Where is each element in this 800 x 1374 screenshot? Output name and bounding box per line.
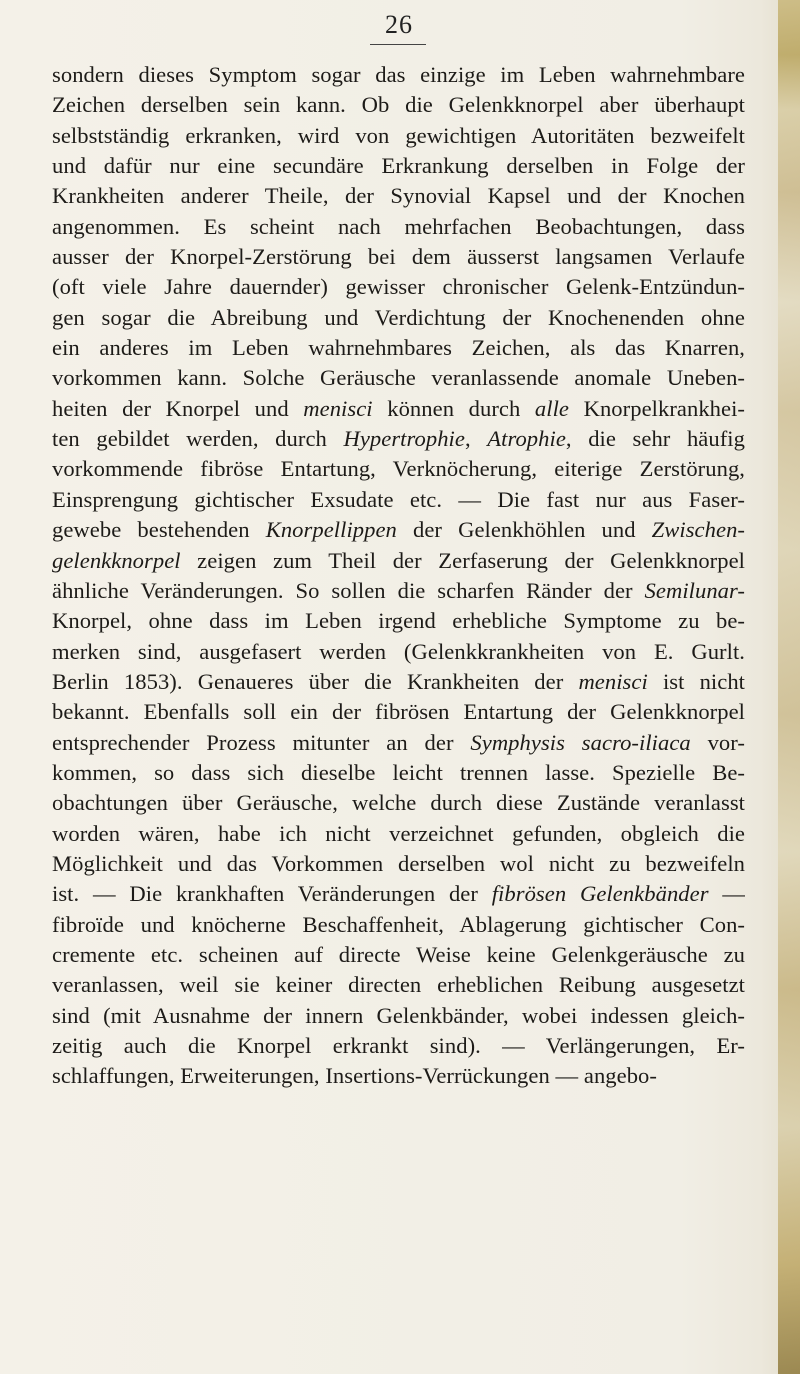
text-segment: Knorpelkrankhei- xyxy=(569,395,745,421)
text-line xyxy=(52,606,745,636)
text-line xyxy=(52,515,745,545)
text-line xyxy=(52,363,745,393)
text-line xyxy=(52,272,745,302)
text-segment: zeitig auch die Knorpel erkrankt sind). — Verlängerungen, Er- xyxy=(52,1033,745,1058)
text-segment: Knorpel, ohne dass im Leben irgend erhebliche Symptome zu be- xyxy=(52,608,745,634)
text-segment: selbstständig erkranken, wird von gewichtigen Autoritäten bezweifelt xyxy=(52,122,745,148)
text-segment: sondern dieses Symptom sogar das einzige im Leben wahrnehmbare xyxy=(52,62,745,87)
italic-term: fibrösen Gelenkbänder xyxy=(491,881,709,907)
text-segment: merken sind, ausgefasert werden (Gelenkkrankheiten von E. Gurlt. xyxy=(52,638,745,664)
text-segment: entsprechender Prozess mitunter an der xyxy=(52,729,471,755)
text-segment: vorkommende fibröse Entartung, Verknöcherung, eiterige Zerstörung, xyxy=(52,456,745,482)
text-line xyxy=(52,940,745,970)
body-text xyxy=(52,60,745,1092)
text-segment: der Gelenkhöhlen und xyxy=(396,517,652,543)
text-segment: cremente etc. scheinen auf directe Weise keine Gelenkgeräusche zu xyxy=(52,941,745,967)
italic-term: Atrophie xyxy=(487,426,566,452)
italic-term: gelenkknorpel xyxy=(52,547,181,573)
text-line xyxy=(52,637,745,667)
text-segment: schlaffungen, Erweiterungen, Insertions-Verrückungen — angebo- xyxy=(52,1063,657,1089)
text-line xyxy=(52,1031,745,1061)
text-segment: veranlassen, weil sie keiner directen erheblichen Reibung ausgesetzt xyxy=(52,972,745,998)
text-line xyxy=(52,242,745,272)
text-segment: sind (mit Ausnahme der innern Gelenkbänder, wobei indessen gleich- xyxy=(52,1002,745,1028)
italic-term: Hypertrophie xyxy=(343,426,465,452)
text-segment: ausser der Knorpel-Zerstörung bei dem äusserst langsamen Verlaufe xyxy=(52,244,745,270)
text-segment: — xyxy=(708,881,745,907)
text-line xyxy=(52,970,745,1000)
text-line xyxy=(52,879,745,909)
text-segment: Möglichkeit und das Vorkommen derselben wol nicht zu bezweifeln xyxy=(52,850,745,876)
text-line xyxy=(52,910,745,940)
text-segment: angenommen. Es scheint nach mehrfachen Beobachtungen, dass xyxy=(52,213,745,239)
text-segment: , die sehr häufig xyxy=(565,426,745,452)
text-line xyxy=(52,151,745,181)
text-line xyxy=(52,394,745,424)
text-line xyxy=(52,60,745,90)
text-segment: (oft viele Jahre dauernder) gewisser chronischer Gelenk-Entzündun- xyxy=(52,274,745,300)
text-segment: zeigen zum Theil der Zerfaserung der Gelenkknorpel xyxy=(180,547,745,573)
text-segment: heiten der Knorpel und xyxy=(52,395,304,421)
italic-term: Knorpellippen xyxy=(265,517,397,543)
text-segment: vorkommen kann. Solche Geräusche veranlassende anomale Uneben- xyxy=(52,365,745,391)
italic-term: Semilunar- xyxy=(644,577,745,603)
italic-term: Zwischen- xyxy=(651,517,745,543)
text-segment: können durch xyxy=(372,395,535,421)
text-segment: Berlin 1853). Genaueres über die Krankheiten der xyxy=(52,668,579,694)
text-line xyxy=(52,181,745,211)
text-segment: gewebe bestehenden xyxy=(52,517,266,543)
text-segment: Zeichen derselben sein kann. Ob die Gelenkknorpel aber überhaupt xyxy=(52,92,745,118)
text-line xyxy=(52,728,745,758)
text-segment: , xyxy=(464,426,488,452)
text-line xyxy=(52,90,745,120)
text-segment: vor- xyxy=(690,729,745,755)
page-number-underline xyxy=(370,44,426,45)
text-segment: kommen, so dass sich dieselbe leicht trennen lasse. Spezielle Be- xyxy=(52,759,745,785)
italic-term: alle xyxy=(534,395,569,421)
text-line xyxy=(52,1061,745,1091)
text-segment: ist. — Die krankhaften Veränderungen der xyxy=(52,881,492,907)
italic-term: menisci xyxy=(303,395,373,421)
text-segment: ist nicht xyxy=(647,668,745,694)
text-segment: ein anderes im Leben wahrnehmbares Zeichen, als das Knarren, xyxy=(52,335,745,361)
text-line xyxy=(52,454,745,484)
text-segment: bekannt. Ebenfalls soll ein der fibrösen Entartung der Gelenkknorpel xyxy=(52,699,745,725)
text-line xyxy=(52,212,745,242)
text-line xyxy=(52,485,745,515)
text-segment: und dafür nur eine secundäre Erkrankung derselben in Folge der xyxy=(52,153,745,179)
text-segment: Krankheiten anderer Theile, der Synovial Kapsel und der Knochen xyxy=(52,183,745,209)
text-line xyxy=(52,819,745,849)
italic-term: menisci xyxy=(578,668,648,694)
text-line xyxy=(52,849,745,879)
text-line xyxy=(52,546,745,576)
text-segment: ten gebildet werden, durch xyxy=(52,426,344,452)
text-line xyxy=(52,121,745,151)
page-edge xyxy=(778,0,800,1374)
text-segment: gen sogar die Abreibung und Verdichtung der Knochenenden ohne xyxy=(52,304,745,330)
text-segment: obachtungen über Geräusche, welche durch diese Zustände veranlasst xyxy=(52,790,745,816)
text-line xyxy=(52,303,745,333)
text-segment: Einsprengung gichtischer Exsudate etc. — Die fast nur aus Faser- xyxy=(52,486,745,512)
page-number: 26 xyxy=(385,10,413,39)
text-line xyxy=(52,788,745,818)
text-line xyxy=(52,424,745,454)
text-segment: worden wären, habe ich nicht verzeichnet gefunden, obgleich die xyxy=(52,820,745,846)
text-line xyxy=(52,576,745,606)
text-segment: ähnliche Veränderungen. So sollen die scharfen Ränder der xyxy=(52,577,645,603)
text-line xyxy=(52,1001,745,1031)
text-line xyxy=(52,697,745,727)
italic-term: Symphysis sacro-iliaca xyxy=(470,729,691,755)
text-line xyxy=(52,333,745,363)
text-segment: fibroïde und knöcherne Beschaffenheit, Ablagerung gichtischer Con- xyxy=(52,911,745,937)
text-line xyxy=(52,667,745,697)
text-line xyxy=(52,758,745,788)
